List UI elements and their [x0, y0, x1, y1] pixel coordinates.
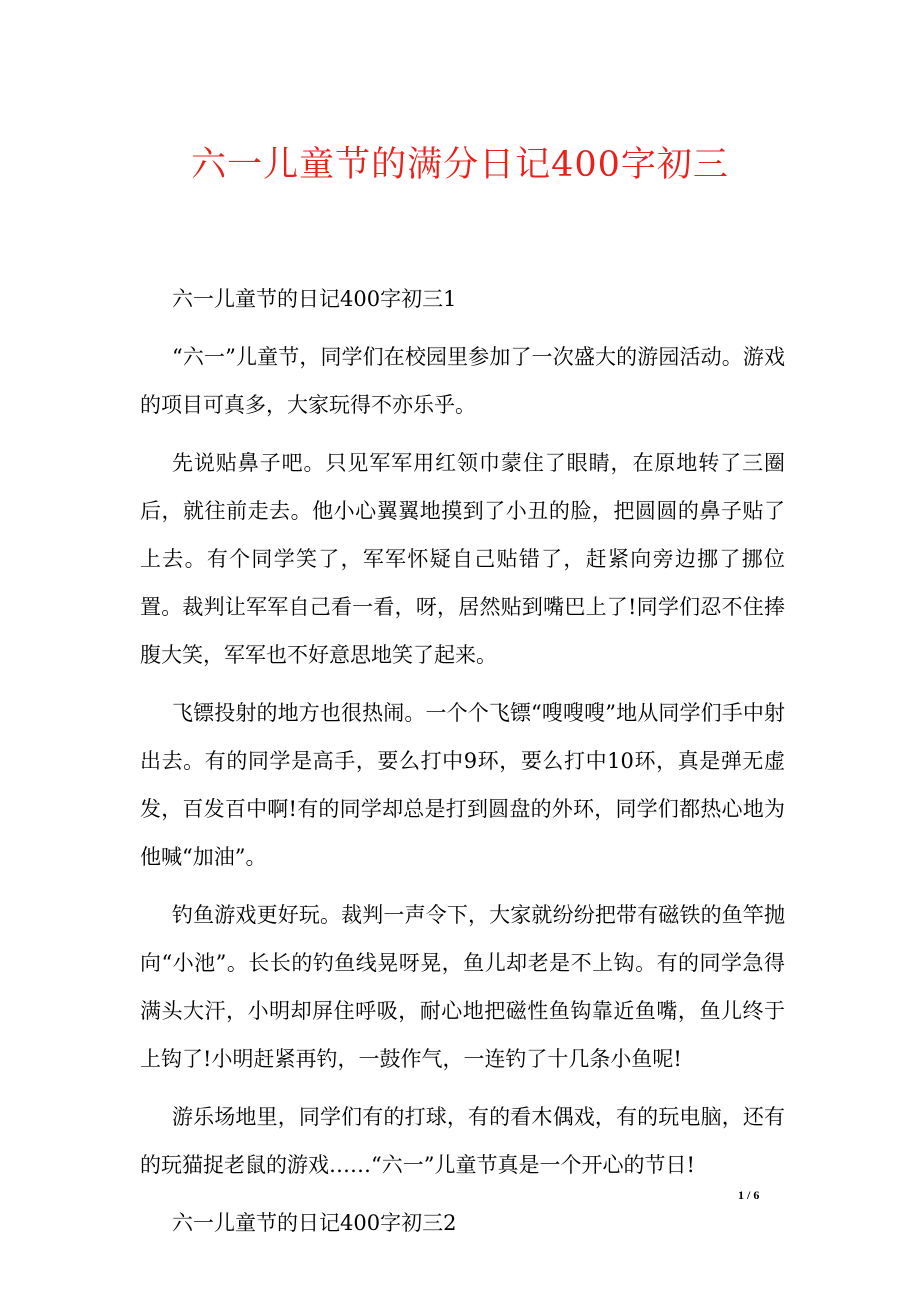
paragraph: 先说贴鼻子吧。只见军军用红领巾蒙住了眼睛，在原地转了三圈后，就往前走去。他小心翼翼地摸到了小丑的脸，把圆圆的鼻子贴了上去。有个同学笑了，军军怀疑自己贴错了，赶紧向旁边挪了挪位置。裁判让军军自己看一看，呀，居然贴到嘴巴上了!同学们忍不住捧腹大笑，军军也不好意思地笑了起来。 — [140, 451, 785, 667]
paragraph: 游乐场地里，同学们有的打球，有的看木偶戏，有的玩电脑，还有的玩猫捉老鼠的游戏……“六一”儿童节真是一个开心的节日! — [140, 1105, 785, 1177]
section-heading: 六一儿童节的日记400字初三2 — [172, 1211, 457, 1235]
paragraph: 钓鱼游戏更好玩。裁判一声令下，大家就纷纷把带有磁铁的鱼竿抛向“小池”。长长的钓鱼线晃呀晃，鱼儿却老是不上钩。有的同学急得满头大汗，小明却屏住呼吸，耐心地把磁性鱼钩靠近鱼嘴，鱼儿终于上钩了!小明赶紧再钓，一鼓作气，一连钓了十几条小鱼呢! — [140, 903, 785, 1071]
section-heading: 六一儿童节的日记400字初三1 — [172, 287, 457, 311]
document-body — [140, 275, 785, 1257]
paragraph: 飞镖投射的地方也很热闹。一个个飞镖“嗖嗖嗖”地从同学们手中射出去。有的同学是高手，要么打中9环，要么打中10环，真是弹无虚发，百发百中啊!有的同学却总是打到圆盘的外环，同学们都热心地为他喊“加油”。 — [140, 701, 785, 869]
document-title: 六一儿童节的满分日记400字初三 — [191, 145, 729, 185]
paragraph: “六一”儿童节，同学们在校园里参加了一次盛大的游园活动。游戏的项目可真多，大家玩得不亦乐乎。 — [140, 345, 785, 417]
page-number: 1 / 6 — [738, 1188, 760, 1202]
